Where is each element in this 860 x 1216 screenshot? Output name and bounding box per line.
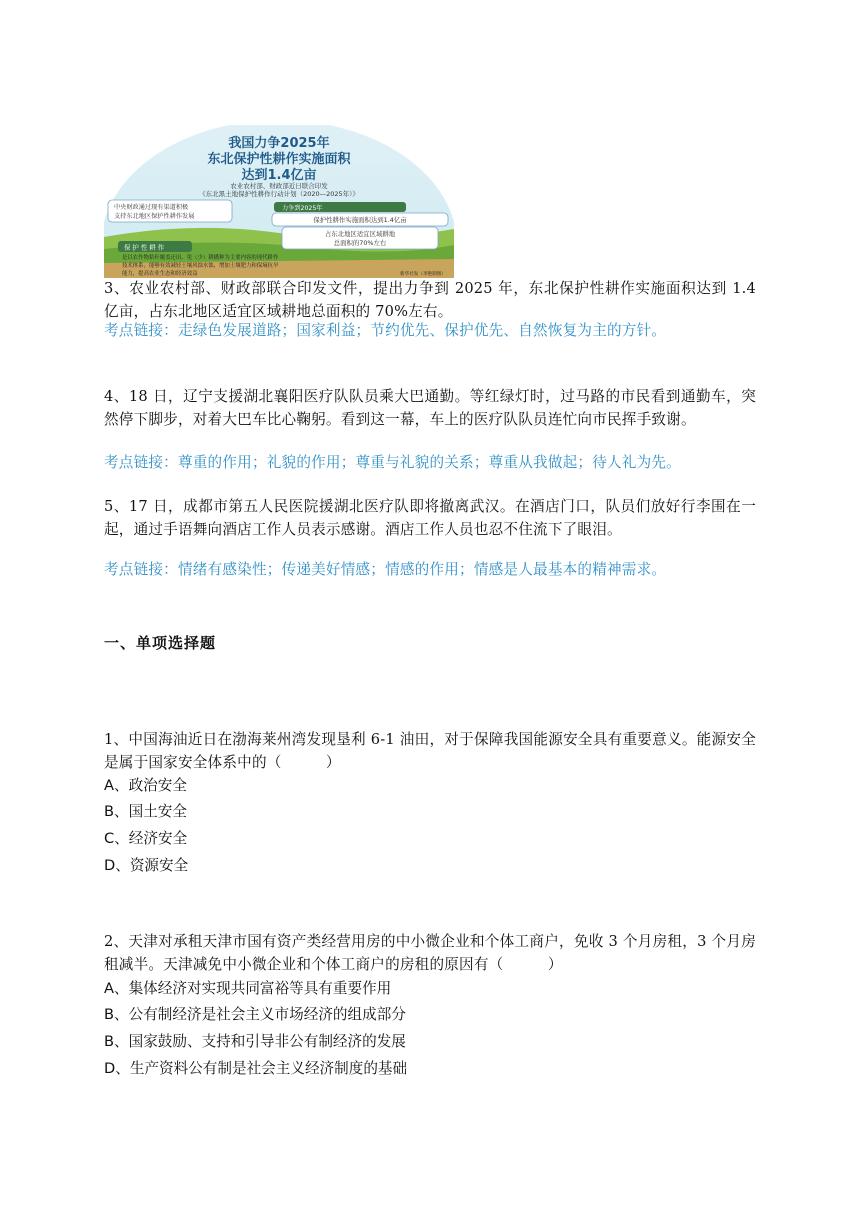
question-2-option-a[interactable]: A、集体经济对实现共同富裕等具有重要作用 [104, 980, 392, 997]
info-title-1: 我国力争2025年 [228, 136, 330, 151]
section-heading: 一、单项选择题 [104, 634, 217, 652]
question-2-option-b2[interactable]: B、国家鼓励、支持和引导非公有制经济的发展 [104, 1033, 406, 1050]
right-box-2-line-1: 占东北地区适宜区域耕地 [324, 230, 396, 238]
question-2-stem: 2、天津对承租天津市国有资产类经营用房的中小微企业和个体工商户，免收 3 个月房租，3 个月房租减半。天津减免中小微企业和个体工商户的房租的原因有（ ） [104, 933, 756, 973]
right-box-1-text: 保护性耕作实施面积达到1.4亿亩 [313, 216, 407, 224]
question-1-option-d[interactable]: D、资源安全 [104, 857, 189, 874]
news-item-4-link: 考点链接：尊重的作用；礼貌的作用；尊重与礼貌的关系；尊重从我做起；待人礼为先。 [104, 454, 681, 471]
left-box-line-2: 支持东北地区保护性耕作发展 [114, 213, 195, 220]
tag-label: 力争到2025年 [282, 205, 323, 212]
news-item-4-text: 4、18 日，辽宁支援湖北襄阳医疗队队员乘大巴通勤。等红绿灯时，过马路的市民看到通勤车，突然停下脚步，对着大巴车比心鞠躬。看到这一幕，车上的医疗队队员连忙向市民挥手致谢。 [104, 388, 756, 428]
info-subtitle-2: 《东北黑土地保护性耕作行动计划（2020—2025年）》 [199, 190, 359, 198]
question-2-option-b[interactable]: B、公有制经济是社会主义市场经济的组成部分 [104, 1006, 406, 1023]
right-box-2-line-2: 总面积的70%左右 [333, 239, 387, 247]
infographic-graphic [104, 125, 454, 278]
question-1-option-b[interactable]: B、国土安全 [104, 803, 187, 820]
info-subtitle-1: 农业农村部、财政部近日联合印发 [230, 182, 328, 190]
question-1-stem: 1、中国海油近日在渤海莱州湾发现垦利 6-1 油田，对于保障我国能源安全具有重要意义。能源安全是属于国家安全体系中的（ ） [104, 731, 756, 771]
info-title-2: 东北保护性耕作实施面积 [207, 152, 351, 167]
desc-line-1: 是以农作物秸秆覆盖还田、免（少）耕播种为主要内容的现代耕作 [122, 255, 279, 261]
news-item-3-text: 3、农业农村部、财政部联合印发文件，提出力争到 2025 年，东北保护性耕作实施面积达到 1.4 亿亩，占东北地区适宜区域耕地总面积的 70%左右。 [104, 280, 756, 320]
desc-line-2: 技术体系，能够有效减轻土壤风蚀水蚀、增加土壤肥力和保墒抗旱 [122, 263, 279, 269]
left-box-line-1: 中央财政通过现有渠道积极 [114, 204, 189, 211]
info-title-3: 达到1.4亿亩 [241, 168, 317, 183]
infographic-credit: 新华社发（李艳制图） [400, 272, 446, 277]
news-item-5-link: 考点链接：情绪有感染性；传递美好情感；情感的作用；情感是人最基本的精神需求。 [104, 561, 667, 578]
section-label: 保 护 性 耕 作 [124, 243, 165, 252]
question-1-option-c[interactable]: C、经济安全 [104, 830, 188, 847]
desc-line-3: 能力，提高农业生态和经济效益 [122, 271, 198, 277]
news-item-5-text: 5、17 日，成都市第五人民医院援湖北医疗队即将撤离武汉。在酒店门口，队员们放好行李围在一起，通过手语舞向酒店工作人员表示感谢。酒店工作人员也忍不住流下了眼泪。 [104, 498, 756, 538]
news-item-3-link: 考点链接：走绿色发展道路；国家利益；节约优先、保护优先、自然恢复为主的方针。 [104, 322, 667, 339]
question-2-option-d[interactable]: D、生产资料公有制是社会主义经济制度的基础 [104, 1060, 408, 1077]
infographic-image [104, 125, 454, 278]
question-1-option-a[interactable]: A、政治安全 [104, 777, 187, 794]
